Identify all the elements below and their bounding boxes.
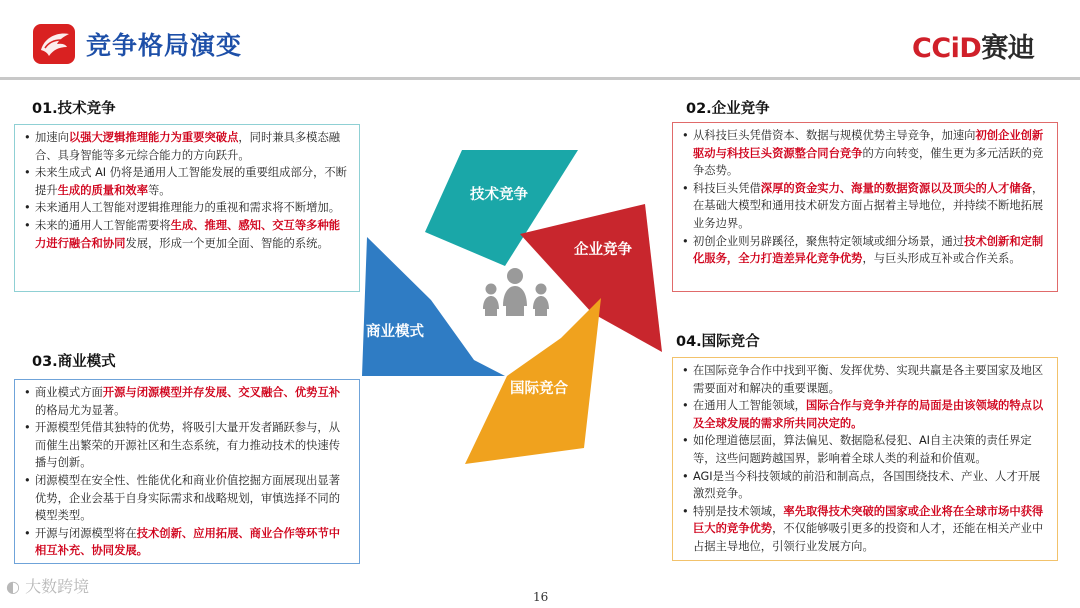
bullet-text: 初创企业则另辟蹊径，聚焦特定领域或细分场景，通过 — [693, 234, 965, 248]
highlight-text: 生成、推理、感知、交互等多种能力进行融合和协同 — [35, 218, 341, 250]
bullet-text: 等。 — [148, 183, 171, 197]
bullet-text: ，同时兼具多模态融合、具身智能等多元综合能力的方向跃升。 — [35, 131, 341, 162]
highlight-text: 初创企业创新驱动与科技巨头资源整合同台竞争 — [693, 129, 1044, 160]
brand-en: CCiD — [912, 33, 982, 64]
bullet-text: 未来生成式 AI 仍将是通用人工智能发展的重要组成部分，不断提升 — [35, 166, 347, 197]
quadrant-label-international: 国际竞合 — [510, 381, 568, 397]
highlight-text: 技术创新、应用拓展、商业合作等环节中相互补充、协同发展。 — [35, 526, 341, 558]
page-title: 竞争格局演变 — [86, 31, 243, 60]
bullet-text: 未来通用人工智能对逻辑推理能力的重视和需求将不断增加。 — [35, 201, 341, 215]
quadrant-label-tech: 技术竞争 — [470, 187, 528, 203]
highlight-text: 开源与闭源模型并存发展、交叉融合、优势互补 — [102, 386, 341, 399]
bullet-text: 发展，形成一个更加全面、智能的系统。 — [125, 236, 329, 250]
page-number: 16 — [533, 590, 549, 604]
bullet-text: ，在基础大模型和通用技术研发方面占据着主导地位，并持续不断地拓展业务边界。 — [693, 181, 1044, 230]
bullet-text: 在通用人工智能领域， — [693, 399, 806, 413]
quadrant-label-business: 商业模式 — [366, 324, 424, 340]
bullet-text: 在国际竞争合作中找到平衡、发挥优势、实现共赢是各主要国家及地区需要面对和解决的重要课题。 — [693, 364, 1044, 395]
watermark — [6, 574, 89, 597]
bullet-text: 如伦理道德层面，算法偏见、数据隐私侵犯、AI自主决策的责任界定等，这些问题跨越国界，影响着全球人类的利益和价值观。 — [693, 434, 1032, 465]
highlight-text: 率先取得技术突破的国家或企业将在全球市场中获得巨大的竞争优势 — [693, 504, 1044, 536]
bullet-text: ，与巨头形成互补或合作关系。 — [862, 252, 1021, 266]
bullet-text: ，不仅能够吸引更多的投资和人才，还能在相关产业中占据主导地位，引领行业发展方向。 — [693, 522, 1044, 553]
section-title-tech: 01.技术竞争 — [32, 101, 116, 117]
brand-zh: 赛迪 — [981, 33, 1035, 64]
bullet-text: 的格局尤为显著。 — [35, 403, 126, 417]
watermark-logo-icon: ◐ — [6, 577, 20, 596]
quadrant-label-enterprise: 企业竞争 — [574, 242, 632, 258]
watermark-text: 大数跨境 — [25, 577, 90, 596]
bullet-text: 未来的通用人工智能需要将 — [35, 218, 171, 232]
bullet-text: 科技巨头凭借 — [693, 181, 761, 195]
bullet-text: 闭源模型在安全性、性能优化和商业价值挖掘方面展现出显著优势，企业会基于自身实际需求和战略规划，审慎选择不同的模型类型。 — [35, 473, 341, 523]
bullet-text: 商业模式方面 — [35, 386, 103, 399]
bullet-text: 开源与闭源模型将在 — [35, 526, 137, 540]
bullet-text: AGI是当今科技领域的前沿和制高点，各国围绕技术、产业、人才开展激烈竞争。 — [693, 469, 1041, 501]
bullet-text: 加速向 — [35, 131, 69, 144]
highlight-text: 国际合作与竞争并存的局面是由该领域的特点以及全球发展的需求所共同决定的。 — [693, 399, 1044, 430]
highlight-text: 以强大逻辑推理能力为重要突破点 — [68, 131, 239, 144]
bullet-text: 开源模型凭借其独特的优势，将吸引大量开发者踊跃参与，从而催生出繁荣的开源社区和生态系统，有力推动技术的快速传播与创新。 — [35, 421, 341, 470]
bullet-text: 的方向转变，催生更为多元活跃的竞争态势。 — [693, 146, 1044, 178]
bullet-text: 特别是技术领域， — [693, 504, 784, 518]
section-title-enterprise: 02.企业竞争 — [686, 101, 770, 117]
highlight-text: 深厚的资金实力、海量的数据资源以及顶尖的人才储备 — [760, 181, 1032, 195]
bullet-text: 从科技巨头凭借资本、数据与规模优势主导竞争，加速向 — [693, 129, 976, 142]
section-title-business: 03.商业模式 — [32, 354, 116, 370]
highlight-text: 技术创新和定制化服务，全力打造差异化竞争优势 — [693, 234, 1044, 266]
section-title-international: 04.国际竞合 — [676, 334, 760, 350]
people-group-icon — [483, 268, 549, 316]
highlight-text: 生成的质量和效率 — [57, 183, 148, 197]
